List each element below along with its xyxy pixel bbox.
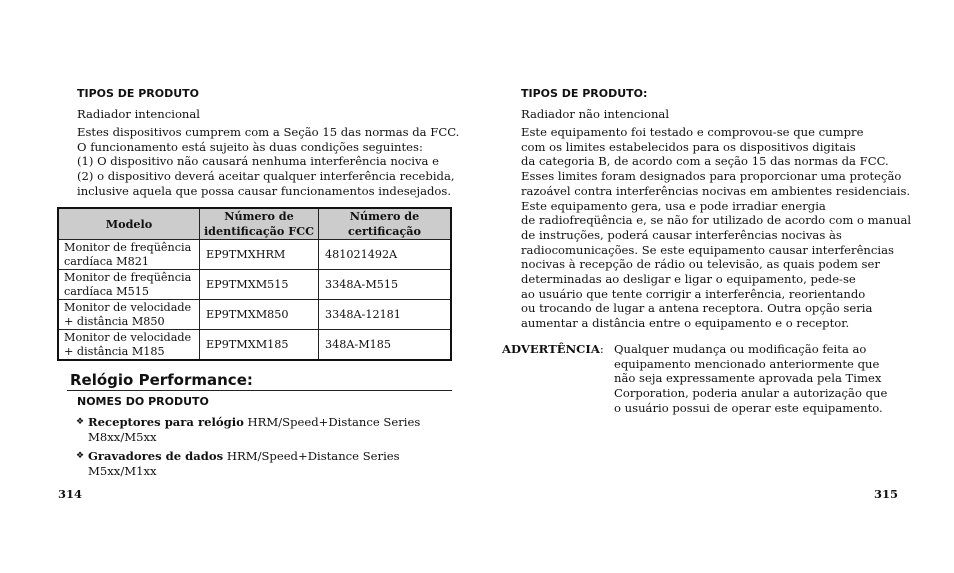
para-line: Este equipamento foi testado e comprovou-se que cumpre xyxy=(521,125,864,139)
cell-model: Monitor de freqüência cardíaca M515 xyxy=(58,270,200,300)
cell-fcc-id: EP9TMXM515 xyxy=(200,270,319,300)
bullet-bold-label: Receptores para relógio xyxy=(88,415,244,429)
bullet-diamond-icon: ❖ xyxy=(76,451,85,462)
left-heading-nomes-do-produto: NOMES DO PRODUTO xyxy=(77,395,209,408)
section-divider xyxy=(67,390,452,391)
para-line: ao usuário que tente corrigir a interferência, reorientando xyxy=(521,286,866,301)
page-number-right: 315 xyxy=(874,487,899,501)
left-subhead: Radiador intencional xyxy=(77,107,201,121)
para-line: aumentar a distância entre o equipamento e o receptor. xyxy=(521,316,850,331)
list-item xyxy=(76,449,420,478)
warning-line: Qualquer mudança ou modificação feita ao xyxy=(614,342,867,356)
para-line: (2) o dispositivo deverá aceitar qualquer interferência recebida, xyxy=(77,169,455,184)
cell-fcc-id: EP9TMXM850 xyxy=(200,300,319,330)
page-number-left: 314 xyxy=(58,487,83,501)
bullet-text-line2: M5xx/M1xx xyxy=(88,464,157,479)
cell-cert: 3348A-12181 xyxy=(319,300,452,330)
para-line: de instruções, poderá causar interferências nocivas às xyxy=(521,227,842,242)
para-line: Estes dispositivos cumprem com a Seção 15 das normas da FCC. xyxy=(77,125,460,139)
para-line: determinadas ao desligar e ligar o equipamento, pede-se xyxy=(521,272,856,287)
cell-model: Monitor de velocidade + distância M185 xyxy=(58,330,200,361)
cell-cert: 481021492A xyxy=(319,240,452,270)
para-line: inclusive aquela que possa causar funcionamentos indesejados. xyxy=(77,183,452,198)
para-line: Esses limites foram designados para proporcionar uma proteção xyxy=(521,169,902,184)
warning-line: Corporation, poderia anular a autorização que xyxy=(614,386,888,401)
table-row xyxy=(58,270,451,300)
cell-fcc-id: EP9TMXHRM xyxy=(200,240,319,270)
para-line: Este equipamento gera, usa e pode irradiar energia xyxy=(521,198,826,213)
bullet-text: HRM/Speed+Distance Series xyxy=(243,415,421,429)
table-row xyxy=(58,330,451,361)
para-line: de radiofreqüência e, se não for utilizado de acordo com o manual xyxy=(521,213,912,228)
para-line: O funcionamento está sujeito às duas condições seguintes: xyxy=(77,139,423,154)
left-heading-tipos-de-produto: TIPOS DE PRODUTO xyxy=(77,87,200,100)
list-item xyxy=(76,415,420,444)
para-line: razoável contra interferências nocivas em ambientes residenciais. xyxy=(521,183,911,198)
warning-text xyxy=(614,342,887,416)
section-title-relogio-performance: Relógio Performance: xyxy=(70,371,253,389)
right-fcc-paragraph xyxy=(521,125,911,331)
para-line: da categoria B, de acordo com a seção 15 das normas da FCC. xyxy=(521,154,889,169)
cell-cert: 348A-M185 xyxy=(319,330,452,361)
cell-model: Monitor de velocidade + distância M850 xyxy=(58,300,200,330)
warning-line: não seja expressamente aprovada pela Timex xyxy=(614,371,882,386)
table-row xyxy=(58,300,451,330)
para-line: com os limites estabelecidos para os dispositivos digitais xyxy=(521,139,856,154)
cell-model: Monitor de freqüência cardíaca M821 xyxy=(58,240,200,270)
column-header-certificacao: Número de certificação xyxy=(319,208,452,240)
right-heading-tipos-de-produto: TIPOS DE PRODUTO: xyxy=(521,87,648,100)
column-header-modelo: Modelo xyxy=(58,208,200,240)
para-line: ou trocando de lugar a antena receptora. Outra opção seria xyxy=(521,301,873,316)
para-line: radiocomunicações. Se este equipamento causar interferências xyxy=(521,242,894,257)
bullet-text-line2: M8xx/M5xx xyxy=(88,429,157,444)
warning-label xyxy=(502,342,604,357)
table-header-row xyxy=(58,208,451,240)
cell-fcc-id: EP9TMXM185 xyxy=(200,330,319,361)
para-line: nocivas à recepção de rádio ou televisão, as quais podem ser xyxy=(521,257,880,272)
right-subhead: Radiador não intencional xyxy=(521,107,670,121)
warning-line: equipamento mencionado anteriormente que xyxy=(614,356,880,371)
fcc-table xyxy=(57,207,452,361)
column-header-fcc-id: Número de identificação FCC xyxy=(200,208,319,240)
bullet-list xyxy=(76,415,420,479)
bullet-bold-label: Gravadores de dados xyxy=(88,449,224,464)
para-line: (1) O dispositivo não causará nenhuma interferência nociva e xyxy=(77,154,439,169)
bullet-diamond-icon: ❖ xyxy=(76,417,85,427)
warning-label-text: ADVERTÊNCIA xyxy=(502,342,600,356)
table-row xyxy=(58,240,451,270)
cell-cert: 3348A-M515 xyxy=(319,270,452,300)
bullet-text: HRM/Speed+Distance Series xyxy=(223,449,400,464)
warning-colon: : xyxy=(599,342,604,356)
left-fcc-paragraph xyxy=(77,125,459,199)
warning-line: o usuário possui de operar este equipamento. xyxy=(614,400,883,415)
